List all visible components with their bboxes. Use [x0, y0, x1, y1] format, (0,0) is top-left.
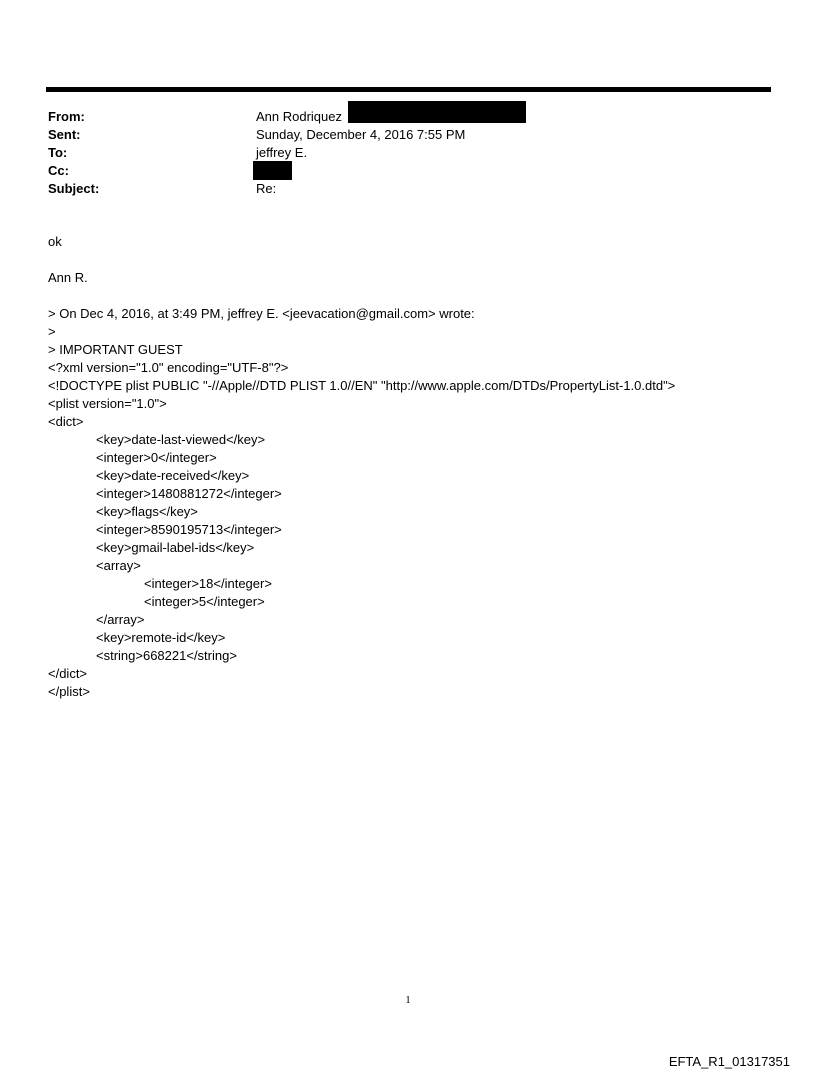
xml-line: <!DOCTYPE plist PUBLIC "-//Apple//DTD PLIST 1.0//EN" "http://www.apple.com/DTDs/PropertyList-1.0.dtd">: [48, 378, 676, 393]
from-label: From:: [48, 109, 85, 124]
signature: Ann R.: [48, 270, 88, 285]
to-value: jeffrey E.: [256, 145, 308, 160]
xml-line: <integer>0</integer>: [96, 450, 217, 465]
xml-line: </plist>: [48, 684, 90, 699]
xml-line: <key>date-last-viewed</key>: [96, 432, 266, 447]
quoted-line: >: [48, 324, 56, 339]
xml-line: <integer>5</integer>: [144, 594, 265, 609]
sent-value: Sunday, December 4, 2016 7:55 PM: [256, 127, 466, 142]
xml-line: <array>: [96, 558, 141, 573]
document-id: EFTA_R1_01317351: [668, 1054, 790, 1069]
to-label: To:: [48, 145, 68, 160]
xml-line: </dict>: [48, 666, 88, 681]
quoted-line: > On Dec 4, 2016, at 3:49 PM, jeffrey E. <jeevacation@gmail.com> wrote:: [48, 306, 475, 321]
page-number: 1: [405, 994, 411, 1006]
xml-line: <?xml version="1.0" encoding="UTF-8"?>: [48, 360, 289, 375]
sent-label: Sent:: [48, 127, 81, 142]
header-rule: [46, 87, 771, 92]
xml-line: <string>668221</string>: [96, 648, 237, 663]
xml-line: <plist version="1.0">: [48, 396, 167, 411]
xml-line: <key>date-received</key>: [96, 468, 250, 483]
subject-value: Re:: [256, 181, 277, 196]
xml-line: <integer>1480881272</integer>: [96, 486, 282, 501]
redaction-block-from: [348, 101, 526, 123]
xml-line: <key>gmail-label-ids</key>: [96, 540, 255, 555]
quoted-line: > IMPORTANT GUEST: [48, 342, 183, 357]
from-value: Ann Rodriquez: [256, 109, 342, 124]
xml-line: <key>remote-id</key>: [96, 630, 226, 645]
cc-label: Cc:: [48, 163, 69, 178]
reply-text: ok: [48, 234, 62, 249]
xml-line: <dict>: [48, 414, 84, 429]
redaction-block-cc: [253, 161, 292, 180]
xml-line: </array>: [96, 612, 145, 627]
email-body: [48, 233, 675, 701]
xml-line: <key>flags</key>: [96, 504, 198, 519]
xml-line: <integer>8590195713</integer>: [96, 522, 282, 537]
subject-label: Subject:: [48, 181, 100, 196]
xml-line: <integer>18</integer>: [144, 576, 272, 591]
